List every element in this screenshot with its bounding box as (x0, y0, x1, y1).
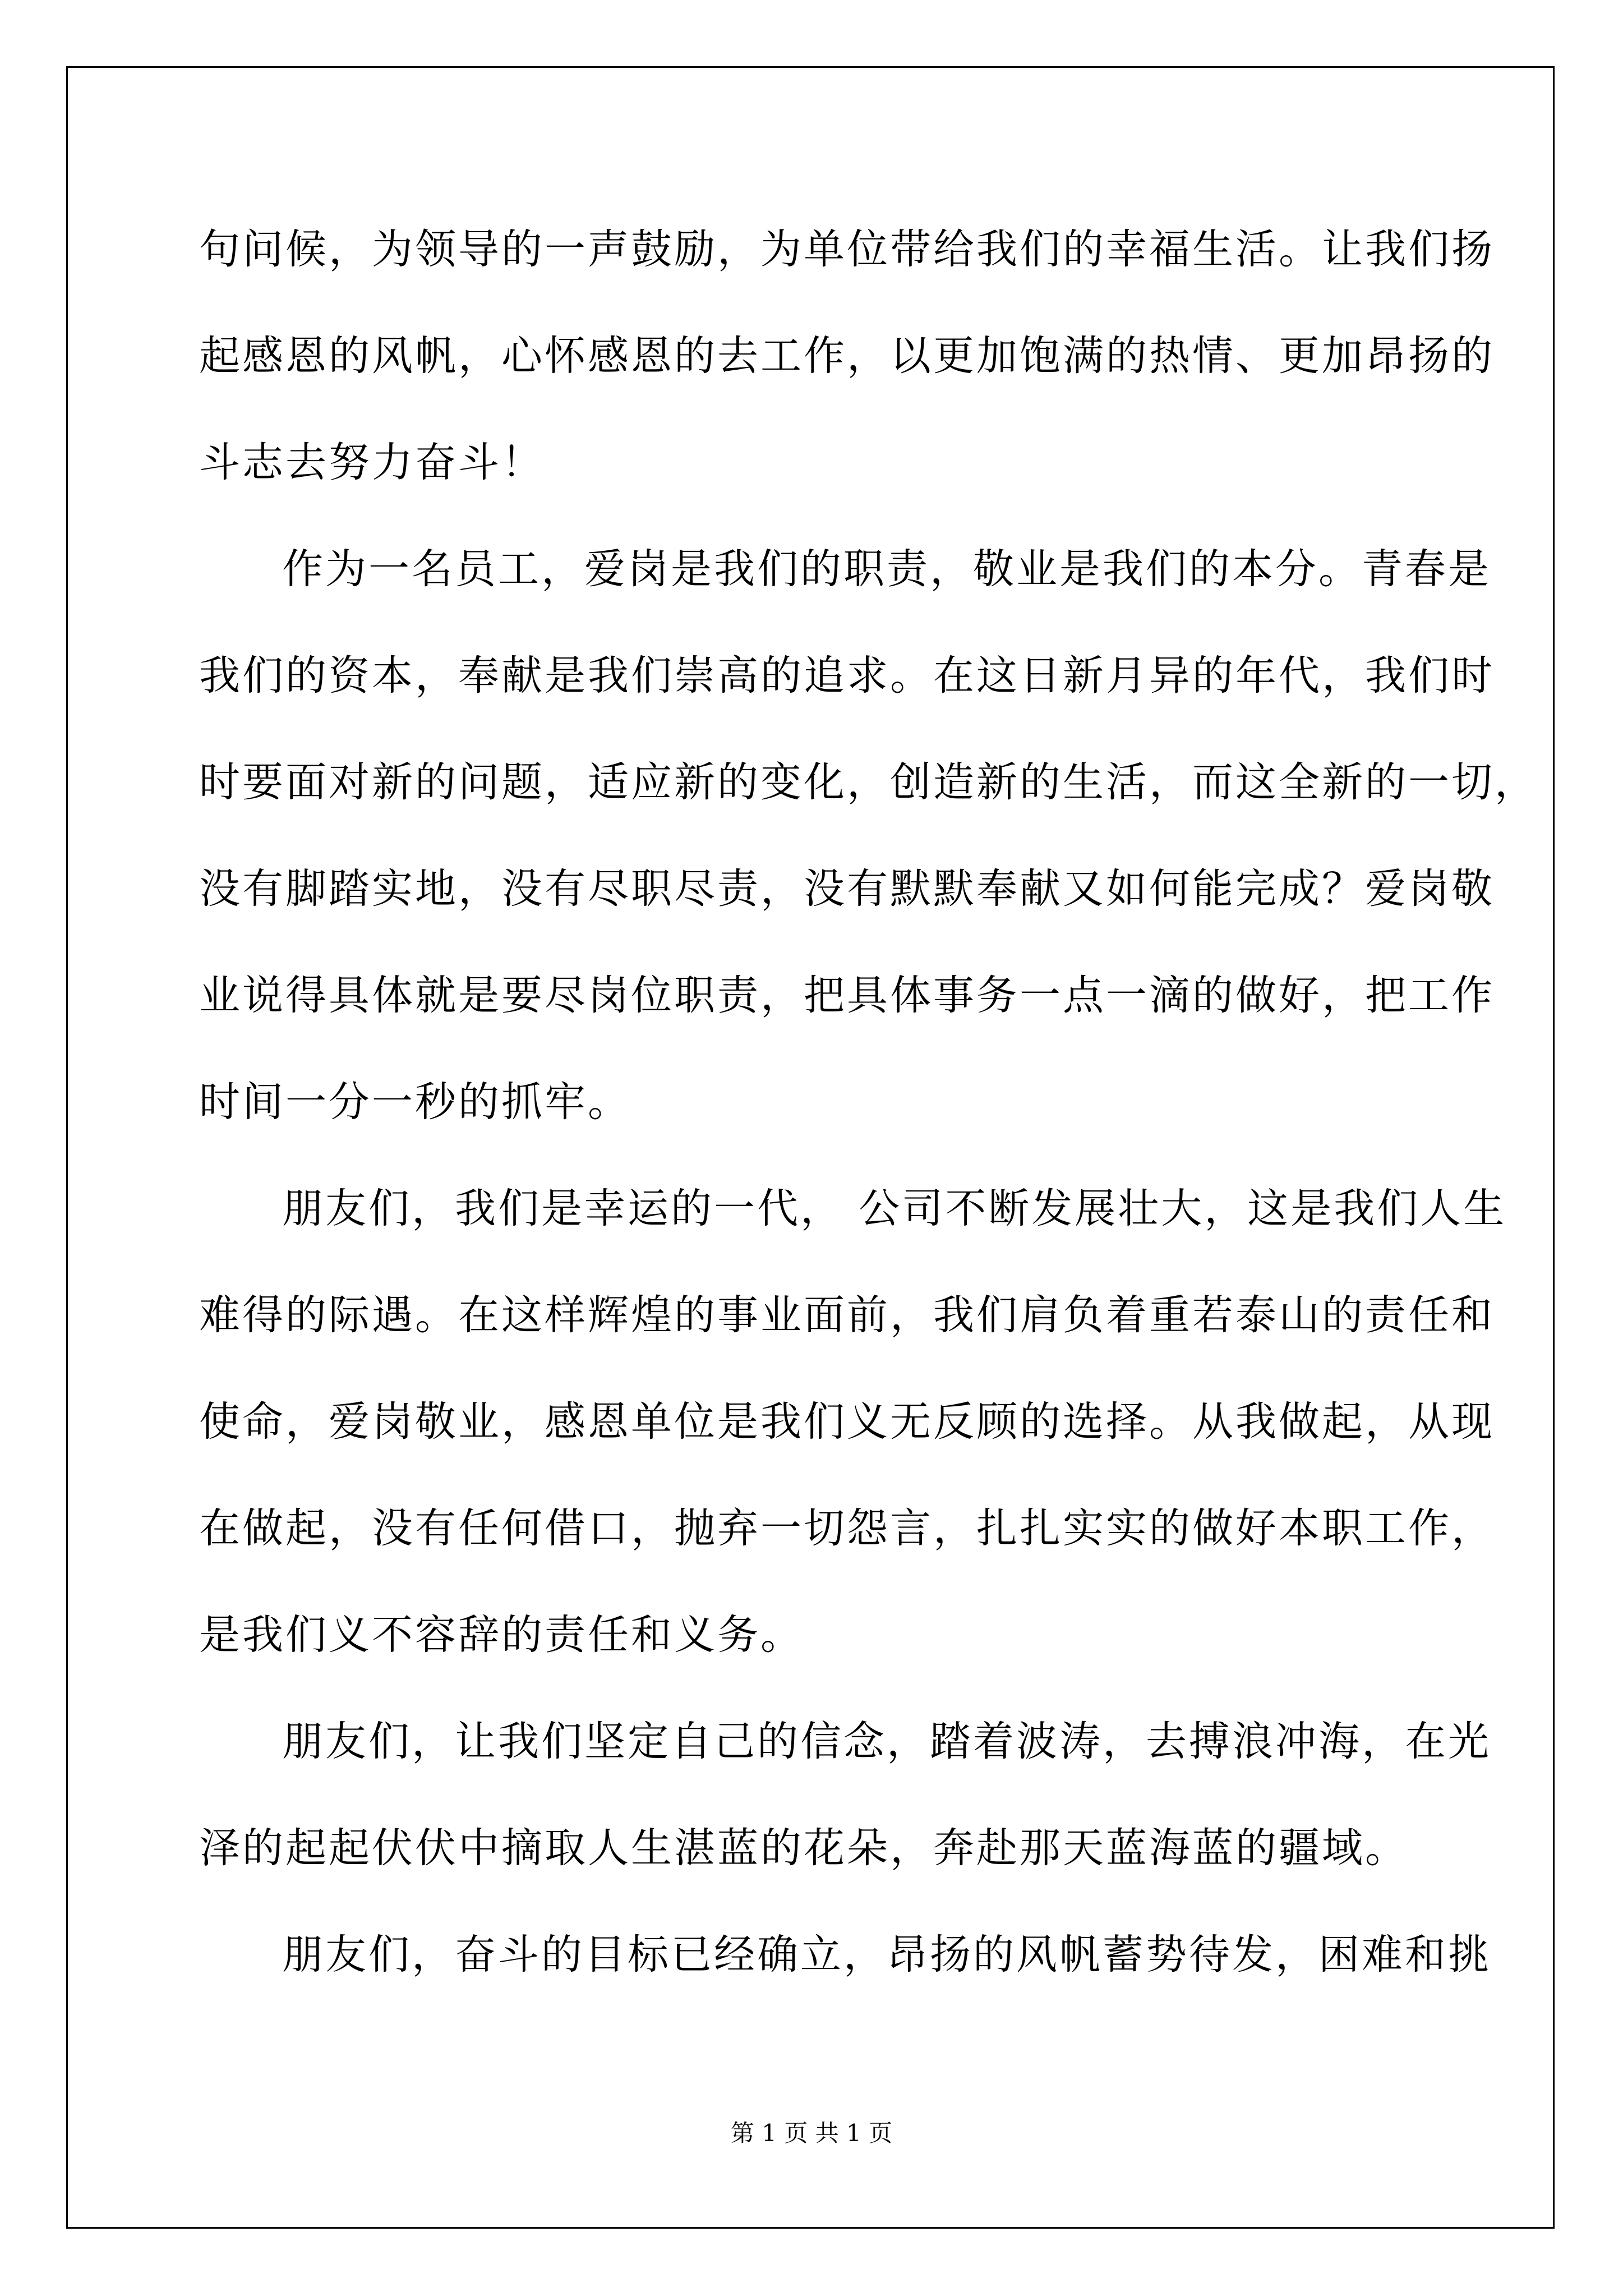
paragraph-5-line-1: 朋友们，奋斗的目标已经确立，昂扬的风帆蓄势待发，困难和挑 (282, 1931, 1491, 1978)
paragraph-4-line-1: 朋友们，让我们坚定自己的信念，踏着波涛，去搏浪冲海，在光 (282, 1718, 1491, 1765)
paragraph-3-line-2: 难得的际遇。在这样辉煌的事业面前，我们肩负着重若泰山的责任和 (199, 1291, 1495, 1339)
paragraph-2-line-3: 时要面对新的问题，适应新的变化，创造新的生活，而这全新的一切， (199, 758, 1538, 806)
paragraph-2-line-5: 业说得具体就是要尽岗位职责，把具体事务一点一滴的做好，把工作 (199, 972, 1495, 1019)
paragraph-3-line-1: 朋友们，我们是幸运的一代， 公司不断发展壮大，这是我们人生 (282, 1185, 1507, 1232)
page-footer: 第 1 页 共 1 页 (730, 2119, 893, 2147)
paragraph-3-line-5: 是我们义不容辞的责任和义务。 (199, 1611, 804, 1659)
paragraph-2-line-6: 时间一分一秒的抓牢。 (199, 1078, 631, 1126)
paragraph-1-line-2: 起感恩的风帆，心怀感恩的去工作，以更加饱满的热情、更加昂扬的 (199, 332, 1495, 380)
paragraph-2-line-4: 没有脚踏实地，没有尽职尽责，没有默默奉献又如何能完成？爱岗敬 (199, 865, 1495, 913)
paragraph-4-line-2: 泽的起起伏伏中摘取人生湛蓝的花朵，奔赴那天蓝海蓝的疆域。 (199, 1824, 1408, 1872)
paragraph-3-line-3: 使命，爱岗敬业，感恩单位是我们义无反顾的选择。从我做起，从现 (199, 1398, 1495, 1446)
paragraph-3-line-4: 在做起，没有任何借口，抛弃一切怨言，扎扎实实的做好本职工作， (199, 1504, 1495, 1552)
page-border (66, 66, 1555, 2229)
paragraph-1-line-3: 斗志去努力奋斗！ (199, 439, 545, 486)
paragraph-1-line-1: 句问候，为领导的一声鼓励，为单位带给我们的幸福生活。让我们扬 (199, 226, 1495, 273)
paragraph-2-line-1: 作为一名员工，爱岗是我们的职责，敬业是我们的本分。青春是 (282, 545, 1491, 593)
paragraph-2-line-2: 我们的资本，奉献是我们崇高的追求。在这日新月异的年代，我们时 (199, 652, 1495, 700)
